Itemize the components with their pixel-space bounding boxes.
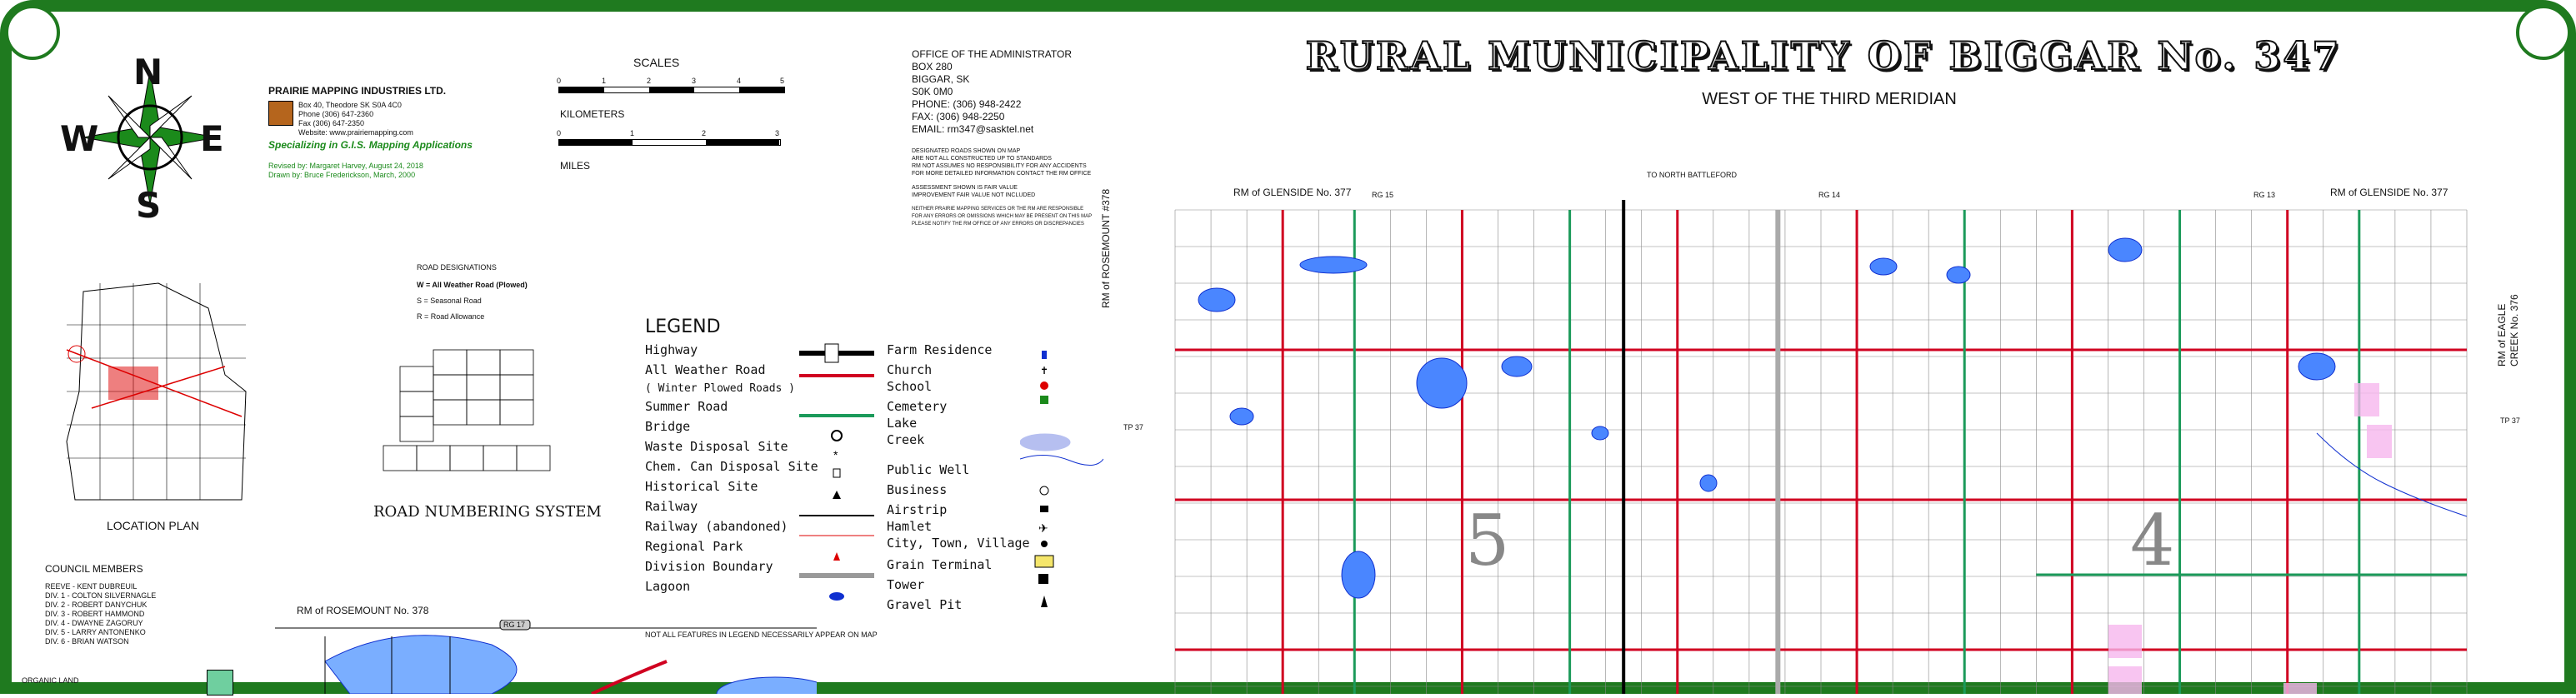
council-member: DIV. 6 - BRIAN WATSON (45, 637, 129, 646)
lake (2298, 353, 2335, 380)
compass-s: S (136, 185, 162, 226)
mi-scale-bar: 0 1 2 3 (558, 129, 779, 146)
legend-summer-road: Summer Road (645, 399, 728, 414)
tp37-right-label: TP 37 (2500, 416, 2520, 425)
road-designation-item: S = Seasonal Road (417, 297, 482, 305)
corner-emblem-left (5, 5, 60, 60)
legend-business: Business (887, 482, 948, 497)
road-numbering-diagram (367, 333, 558, 491)
lake (1300, 257, 1367, 273)
office-line: BOX 280 (912, 61, 953, 72)
rm-rosemount-bottom-label: RM of ROSEMOUNT No. 378 (297, 605, 429, 616)
publisher-name: PRAIRIE MAPPING INDUSTRIES LTD. (268, 85, 447, 97)
road-numbering-label: ROAD NUMBERING SYSTEM (373, 503, 602, 521)
legend (645, 317, 1095, 640)
legend-railway-abandoned: Railway (abandoned) (645, 519, 788, 534)
legend-symbols-right (1020, 342, 1103, 626)
legend-lake: Lake (887, 416, 918, 431)
road-designations-heading: ROAD DESIGNATIONS (417, 263, 497, 272)
rosemount-map-strip (275, 620, 817, 694)
publisher-tagline: Specializing in G.I.S. Mapping Applications (268, 139, 473, 151)
note-line: PLEASE NOTIFY THE RM OFFICE OF ANY ERRORS OR DISCREPANCIES (912, 222, 1084, 227)
organic-land-swatch (207, 670, 233, 696)
note-line: RM NOT ASSUMES NO RESPONSIBILITY FOR ANY ACCIDENTS (912, 163, 1087, 169)
division-5-label: 5 (1465, 500, 1510, 581)
publisher-address-line: Fax (306) 647-2350 (298, 119, 365, 127)
legend-historical-site: Historical Site (645, 479, 758, 494)
council-member: DIV. 5 - LARRY ANTONENKO (45, 628, 146, 636)
page-title: RURAL MUNICIPALITY OF BIGGAR No. 347 (1305, 33, 2342, 78)
drawn-by: Drawn by: Bruce Frederickson, March, 2000 (268, 171, 416, 179)
rm-map (1167, 200, 2483, 694)
council-members (45, 563, 156, 646)
legend-division-boundary: Division Boundary (645, 559, 773, 574)
note-line: FOR MORE DETAILED INFORMATION CONTACT THE RM OFFICE (912, 171, 1092, 177)
council-member: DIV. 3 - ROBERT HAMMOND (45, 610, 145, 618)
compass-e: E (200, 118, 224, 159)
legend-cemetery: Cemetery (887, 399, 948, 414)
legend-all-weather-road: All Weather Road (645, 362, 766, 377)
rg17-label: RG 17 (503, 621, 526, 629)
legend-farm-residence: Farm Residence (887, 342, 993, 357)
office-line: BIGGAR, SK (912, 73, 970, 85)
legend-bridge: Bridge (645, 419, 691, 434)
note-line: ARE NOT ALL CONSTRUCTED UP TO STANDARDS (912, 156, 1052, 162)
note-line: DESIGNATED ROADS SHOWN ON MAP (912, 148, 1021, 154)
publisher-logo-icon (268, 101, 293, 126)
parcel (2283, 683, 2317, 694)
legend-highway: Highway (645, 342, 698, 357)
note-line: FOR ANY ERRORS OR OMISSIONS WHICH MAY BE PRESENT ON THIS MAP (912, 214, 1093, 219)
publisher-address-line: Box 40, Theodore SK S0A 4C0 (298, 101, 402, 109)
miles-label: MILES (560, 160, 591, 172)
rm-grid-map (1167, 200, 2483, 694)
legend-heading: LEGEND (645, 317, 721, 337)
rm-rosemount-side-label: RM of ROSEMOUNT #378 (1100, 188, 1112, 308)
rm-eagle-creek-label: RM of EAGLE CREEK No. 376 (2496, 294, 2520, 366)
location-plan-map (58, 275, 258, 508)
svg-text:✝: ✝ (1040, 365, 1049, 376)
publisher-address-line: Phone (306) 647-2360 (298, 110, 374, 118)
office-line: S0K 0M0 (912, 86, 953, 97)
legend-regional-park: Regional Park (645, 539, 743, 554)
corner-emblem-right (2516, 5, 2571, 60)
lake (2108, 238, 2142, 262)
to-north-battleford-label: TO NORTH BATTLEFORD (1647, 171, 1738, 179)
legend-waste-disposal: Waste Disposal Site (645, 439, 788, 454)
legend-creek: Creek (887, 432, 925, 447)
legend-lagoon: Lagoon (645, 579, 691, 594)
parcel (2367, 425, 2392, 458)
legend-airstrip: Airstrip (887, 502, 948, 517)
legend-note: NOT ALL FEATURES IN LEGEND NECESSARILY APPEAR ON MAP (645, 631, 878, 639)
division-4-label: 4 (2130, 500, 2175, 581)
rg13-label: RG 13 (2253, 191, 2276, 199)
rg15-label: RG 15 (1372, 191, 1394, 199)
legend-grain-terminal: Grain Terminal (887, 557, 993, 572)
publisher-block (268, 85, 535, 180)
compass-w: W (60, 118, 99, 159)
scales-heading: SCALES (633, 56, 680, 69)
office-email: EMAIL: rm347@sasktel.net (912, 123, 1034, 135)
road-designation-item: W = All Weather Road (Plowed) (417, 281, 528, 289)
lake (1870, 258, 1897, 275)
office-block (912, 48, 1153, 228)
lake (1700, 475, 1717, 491)
tp37-left-label: TP 37 (1123, 423, 1143, 431)
legend-gravel-pit: Gravel Pit (887, 597, 963, 612)
organic-land-label: ORGANIC LAND (22, 676, 79, 685)
council-member: DIV. 4 - DWAYNE ZAGORUY (45, 619, 143, 627)
compass-n: N (133, 52, 163, 92)
rm-glenside-left-label: RM of GLENSIDE No. 377 (1233, 187, 1352, 198)
svg-text:*: * (833, 448, 838, 461)
lake (1230, 408, 1253, 425)
legend-church: Church (887, 362, 933, 377)
office-phone: PHONE: (306) 948-2422 (912, 98, 1022, 110)
note-line: NEITHER PRAIRIE MAPPING SERVICES OR THE RM ARE RESPONSIBLE (912, 207, 1084, 212)
road-designations (417, 263, 528, 322)
legend-chem-disposal: Chem. Can Disposal Site (645, 459, 818, 474)
legend-symbols-left (795, 342, 878, 609)
office-line: OFFICE OF THE ADMINISTRATOR (912, 48, 1073, 60)
parcel (2108, 625, 2142, 658)
legend-school: School (887, 379, 933, 394)
svg-text:✈: ✈ (1038, 521, 1048, 535)
council-member: REEVE - KENT DUBREUIL (45, 582, 138, 591)
road-designation-item: R = Road Allowance (417, 312, 485, 321)
lake (1502, 356, 1532, 376)
legend-railway: Railway (645, 499, 698, 514)
lake (1417, 358, 1467, 408)
legend-public-well: Public Well (887, 462, 970, 477)
note-line: ASSESSMENT SHOWN IS FAIR VALUE (912, 185, 1018, 191)
page-subtitle: WEST OF THE THIRD MERIDIAN (1702, 90, 1957, 108)
km-scale-bar: 0 1 2 3 4 5 (558, 77, 783, 93)
parcel (2354, 383, 2379, 416)
council-member: DIV. 1 - COLTON SILVERNAGLE (45, 591, 157, 600)
lake (1198, 288, 1235, 312)
location-plan-label: LOCATION PLAN (107, 519, 199, 532)
rg14-label: RG 14 (1818, 191, 1841, 199)
council-heading: COUNCIL MEMBERS (45, 563, 143, 575)
legend-winter-plowed: ( Winter Plowed Roads ) (645, 382, 796, 395)
lake (1592, 426, 1608, 440)
km-label: KILOMETERS (560, 108, 625, 120)
legend-city-town-village: City, Town, Village (887, 536, 1030, 551)
lake (1342, 551, 1375, 598)
office-fax: FAX: (306) 948-2250 (912, 111, 1005, 122)
lake (1947, 267, 1970, 283)
parcel (2108, 666, 2142, 694)
legend-hamlet: Hamlet (887, 519, 933, 534)
rm-glenside-right-label: RM of GLENSIDE No. 377 (2330, 187, 2448, 198)
legend-tower: Tower (887, 577, 925, 592)
note-line: IMPROVEMENT FAIR VALUE NOT INCLUDED (912, 192, 1036, 198)
revised-by: Revised by: Margaret Harvey, August 24, 2018 (268, 162, 423, 170)
council-member: DIV. 2 - ROBERT DANYCHUK (45, 601, 148, 609)
publisher-address-line: Website: www.prairiemapping.com (298, 128, 413, 137)
